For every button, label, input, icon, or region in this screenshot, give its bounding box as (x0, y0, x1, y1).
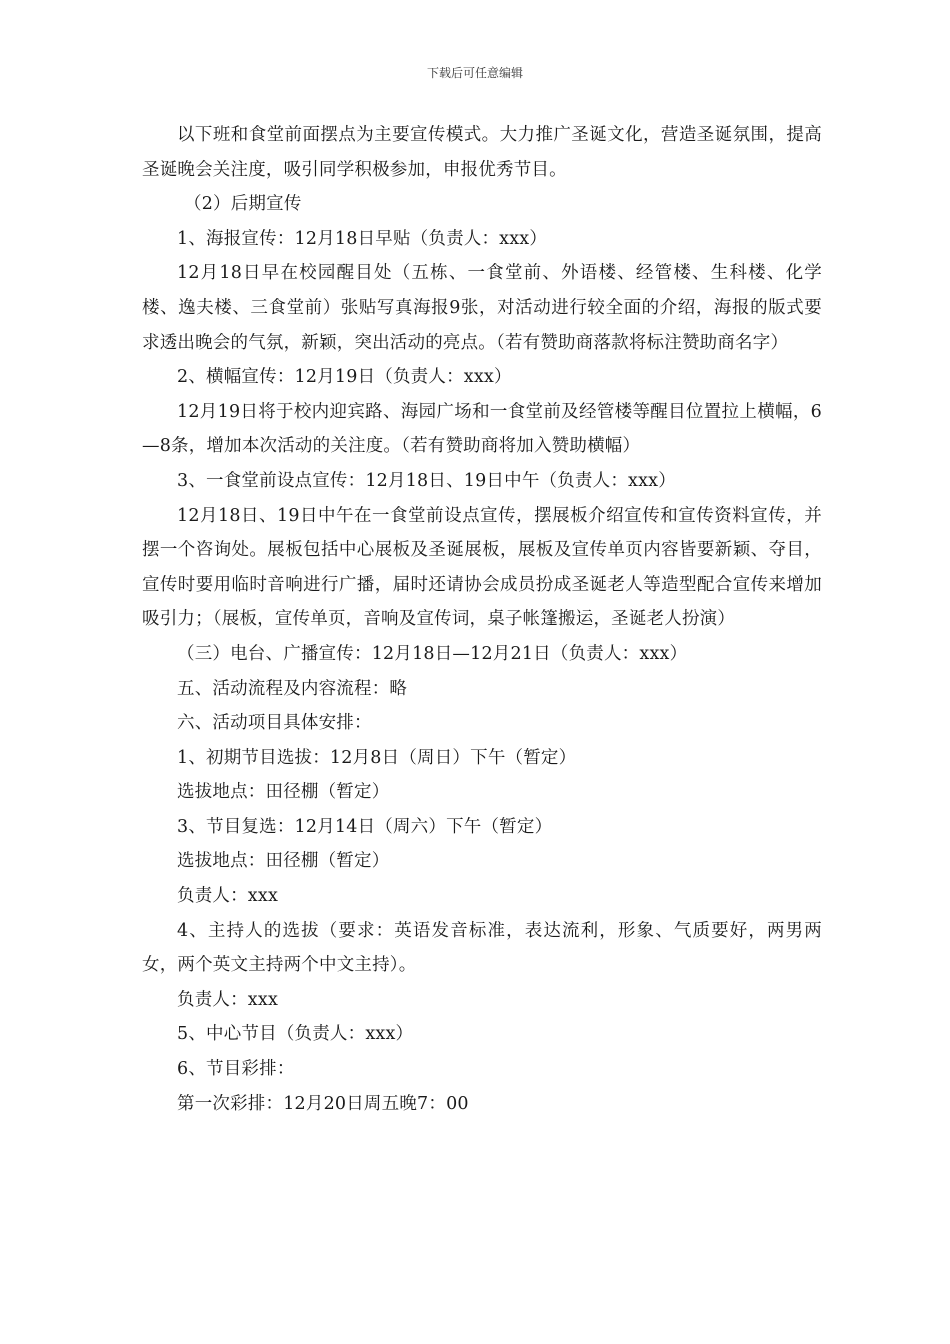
heading-activity-schedule: 六、活动项目具体安排： (177, 713, 372, 734)
item-poster-promotion: 1、海报宣传：12月18日早贴（负责人：xxx） (177, 228, 548, 249)
item-initial-selection: 1、初期节目选拔：12月8日（周日）下午（暂定） (177, 747, 577, 768)
item-canteen-booth: 3、一食堂前设点宣传：12月18日、19日中午（负责人：xxx） (177, 470, 676, 491)
item-banner-promotion: 2、横幅宣传：12月19日（负责人：xxx） (177, 367, 512, 388)
paragraph-canteen-booth-details: 12月18日、19日中午在一食堂前设点宣传，摆展板介绍宣传和宣传资料宣传，并摆一个咨询处。展板包括中心展板及圣诞展板，展板及宣传单页内容皆要新颖、夺目，宣传时要用临时音响进行广播，届时还请协会成员扮成圣诞老人等造型配合宣传来增加吸引力；（展板，宣传单页，音响及宣传词，桌子帐篷搬运，圣诞老人扮演） (142, 505, 822, 630)
item-person-in-charge-1: 负责人：xxx (177, 886, 279, 907)
page-header: 下载后可任意编辑 (426, 66, 523, 80)
heading-radio-promotion: （三）电台、广播宣传：12月18日—12月21日（负责人：xxx） (177, 643, 688, 664)
item-first-rehearsal: 第一次彩排：12月20日周五晚7：00 (177, 1093, 469, 1114)
paragraph-banner-details: 12月19日将于校内迎宾路、海园广场和一食堂前及经管楼等醒目位置拉上横幅，6—8条，增加本次活动的关注度。（若有赞助商将加入赞助横幅） (142, 401, 822, 457)
paragraph-promotion-intro: 以下班和食堂前面摆点为主要宣传模式。大力推广圣诞文化，营造圣诞氛围，提高圣诞晚会关注度，吸引同学积极参加，申报优秀节目。 (142, 125, 822, 180)
item-person-in-charge-2: 负责人：xxx (177, 989, 279, 1010)
item-central-program: 5、中心节目（负责人：xxx） (177, 1024, 414, 1045)
paragraph-poster-details: 12月18日早在校园醒目处（五栋、一食堂前、外语楼、经管楼、生科楼、化学楼、逸夫楼、三食堂前）张贴写真海报9张，对活动进行较全面的介绍，海报的版式要求透出晚会的气氛，新颖，突出活动的亮点。（若有赞助商落款将标注赞助商名字） (142, 263, 822, 353)
item-reselection: 3、节目复选：12月14日（周六）下午（暂定） (177, 816, 553, 837)
heading-later-promotion: （2）后期宣传 (184, 194, 302, 215)
item-rehearsal: 6、节目彩排： (177, 1059, 295, 1080)
document-body (142, 118, 822, 1121)
item-selection-location-2: 选拔地点：田径棚（暂定） (177, 851, 390, 872)
item-selection-location-1: 选拔地点：田径棚（暂定） (177, 782, 390, 803)
heading-activity-process: 五、活动流程及内容流程：略 (177, 678, 408, 699)
item-host-selection: 4、主持人的选拔（要求：英语发音标准，表达流利，形象、气质要好，两男两女，两个英文主持两个中文主持）。 (142, 920, 822, 976)
